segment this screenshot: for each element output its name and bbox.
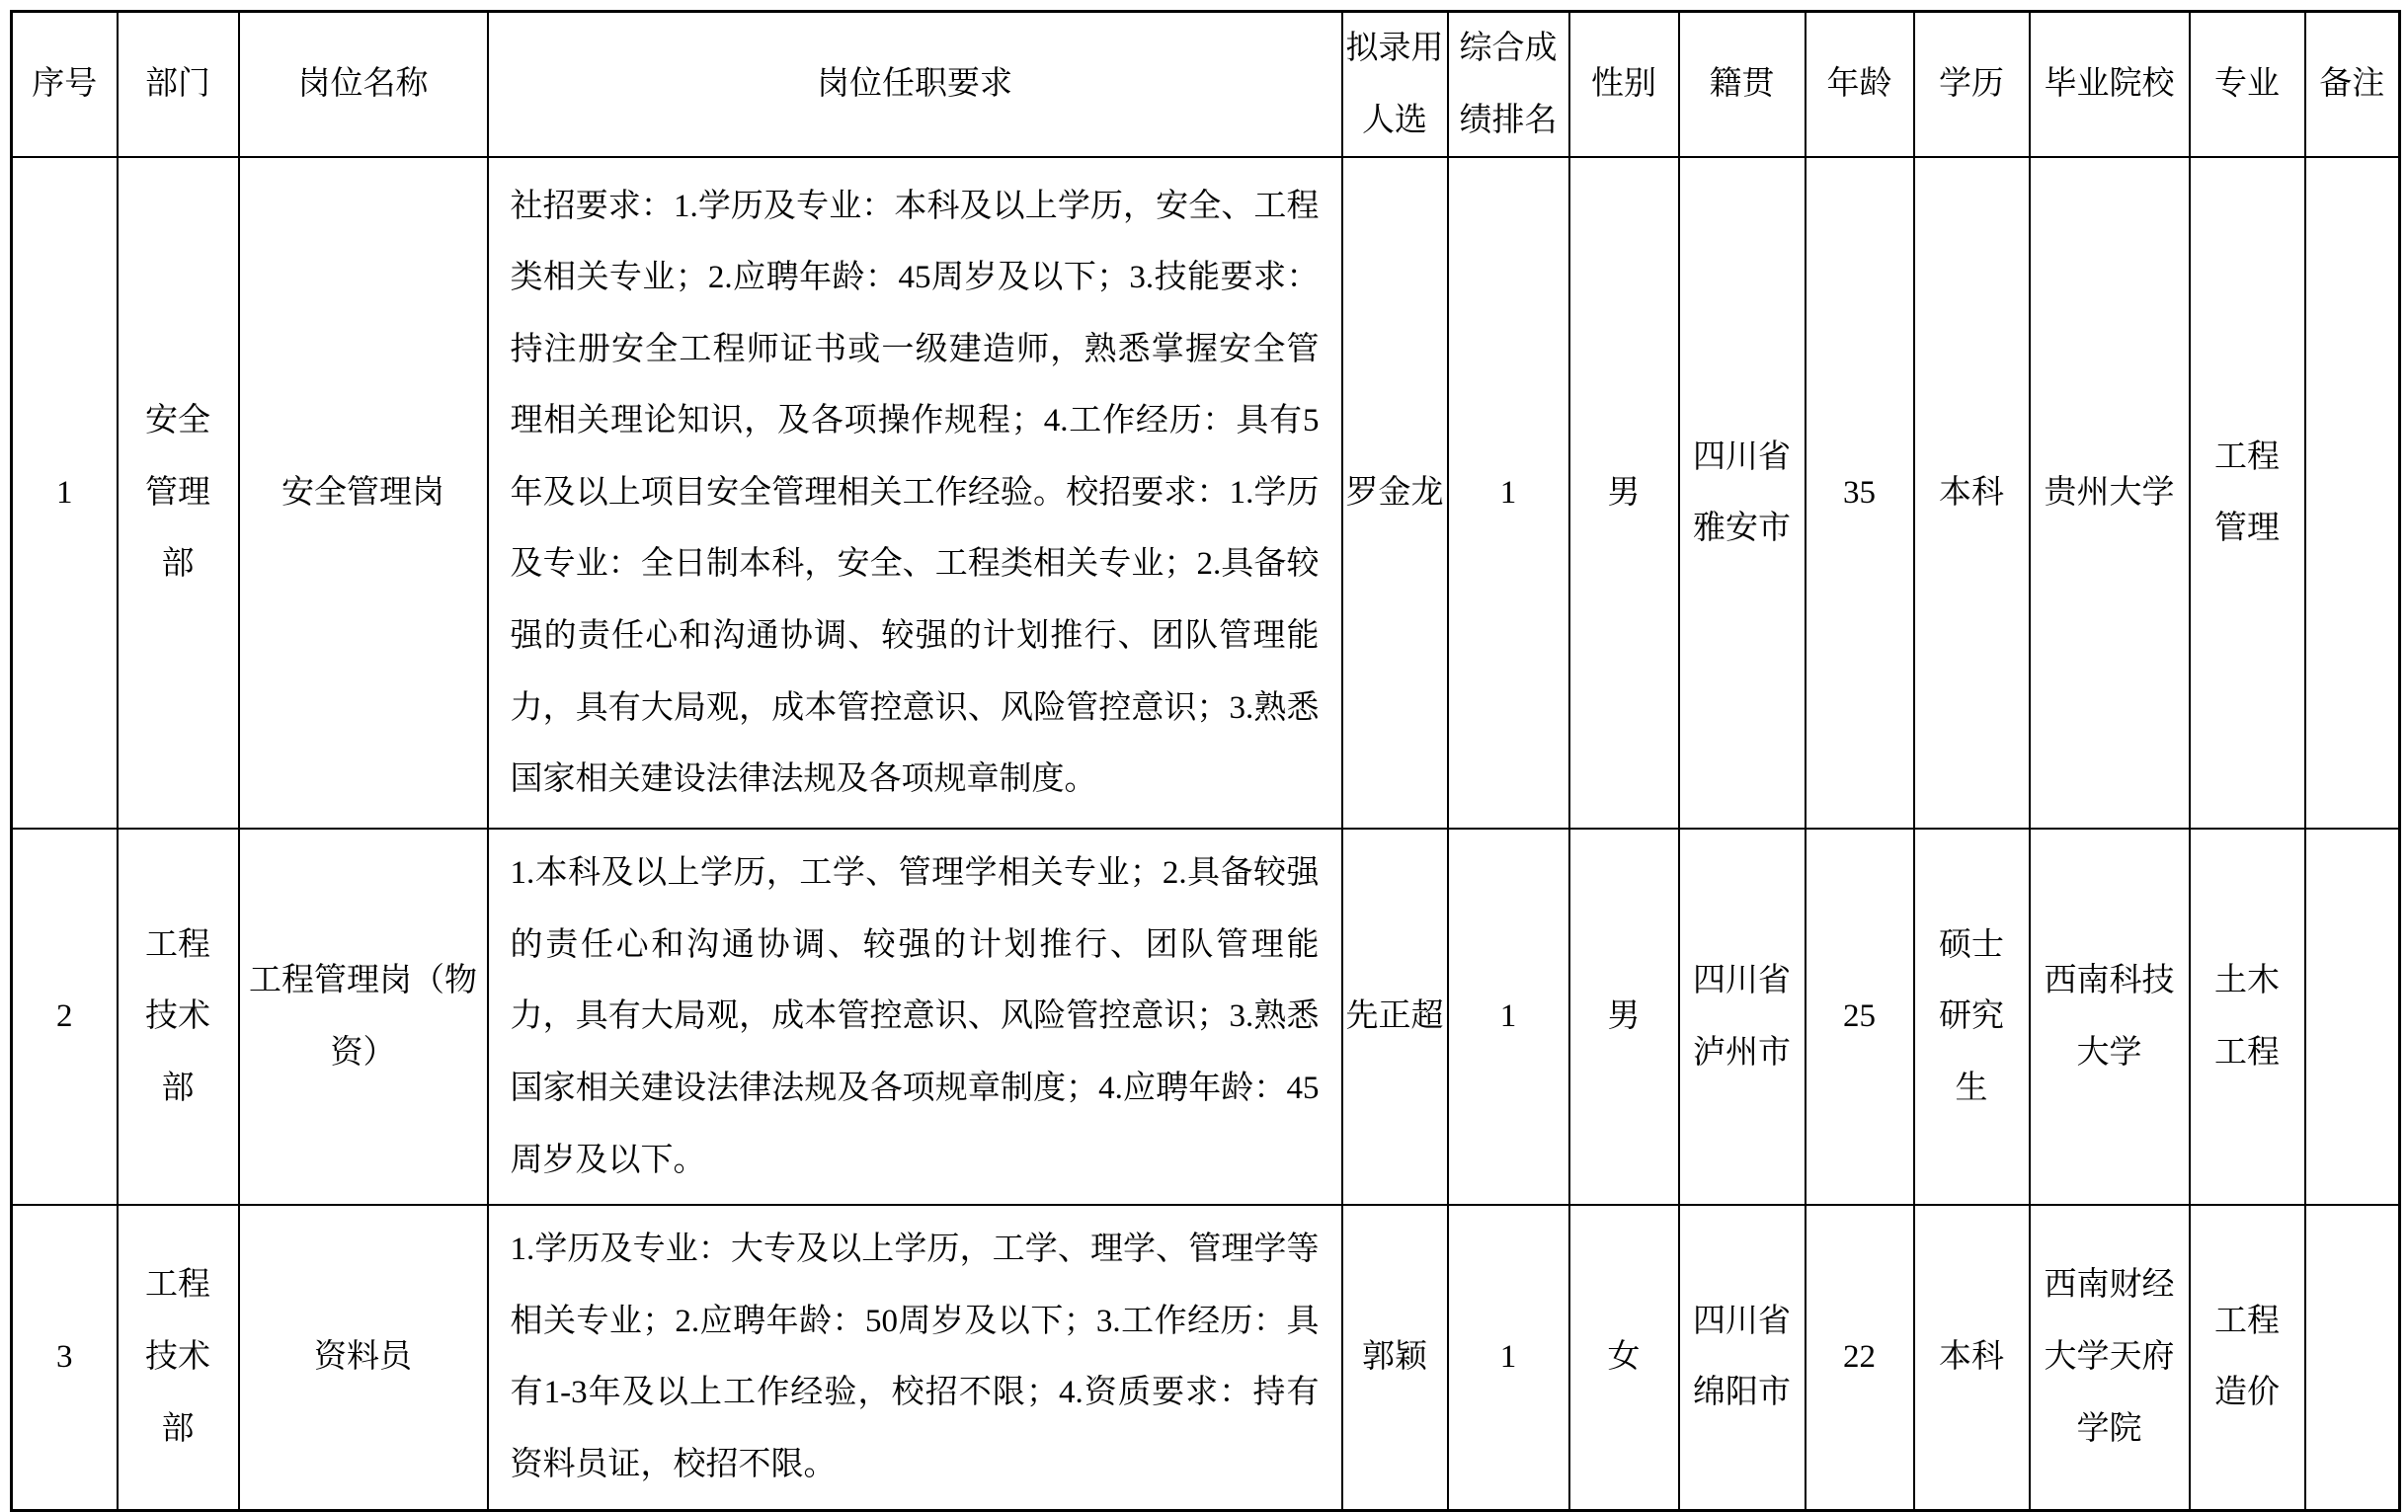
cell-seq: 3 [12, 1205, 118, 1510]
cell-seq: 1 [12, 157, 118, 829]
cell-remark [2305, 1205, 2400, 1510]
cell-gender: 男 [1569, 157, 1679, 829]
cell-age: 22 [1806, 1205, 1914, 1510]
cell-seq: 2 [12, 829, 118, 1205]
cell-school: 西南财经大学天府学院 [2030, 1205, 2190, 1510]
recruitment-result-table [10, 10, 2401, 1512]
cell-requirements: 社招要求：1.学历及专业：本科及以上学历，安全、工程类相关专业；2.应聘年龄：45周岁及以下；3.技能要求：持注册安全工程师证书或一级建造师，熟悉掌握安全管理相关理论知识，及各项操作规程；4.工作经历：具有5年及以上项目安全管理相关工作经验。校招要求：1.学历及专业：全日制本科，安全、工程类相关专业；2.具备较强的责任心和沟通协调、较强的计划推行、团队管理能力，具有大局观，成本管控意识、风险管控意识；3.熟悉国家相关建设法律法规及各项规章制度。 [488, 157, 1342, 829]
cell-school: 贵州大学 [2030, 157, 2190, 829]
header-major: 专业 [2190, 12, 2305, 158]
table-row [12, 157, 2400, 829]
header-department: 部门 [118, 12, 239, 158]
cell-requirements: 1.本科及以上学历，工学、管理学相关专业；2.具备较强的责任心和沟通协调、较强的计划推行、团队管理能力，具有大局观，成本管控意识、风险管控意识；3.熟悉国家相关建设法律法规及各项规章制度；4.应聘年龄：45周岁及以下。 [488, 829, 1342, 1205]
cell-gender: 男 [1569, 829, 1679, 1205]
cell-school: 西南科技大学 [2030, 829, 2190, 1205]
cell-hometown: 四川省泸州市 [1679, 829, 1806, 1205]
cell-hometown: 四川省绵阳市 [1679, 1205, 1806, 1510]
header-seq: 序号 [12, 12, 118, 158]
cell-major: 工程管理 [2190, 157, 2305, 829]
cell-rank: 1 [1448, 157, 1569, 829]
cell-major: 土木工程 [2190, 829, 2305, 1205]
header-remark: 备注 [2305, 12, 2400, 158]
cell-education: 硕士研究生 [1914, 829, 2030, 1205]
header-education: 学历 [1914, 12, 2030, 158]
header-gender: 性别 [1569, 12, 1679, 158]
cell-gender: 女 [1569, 1205, 1679, 1510]
cell-position: 工程管理岗（物资） [239, 829, 488, 1205]
header-row [12, 12, 2400, 158]
header-school: 毕业院校 [2030, 12, 2190, 158]
header-hometown: 籍贯 [1679, 12, 1806, 158]
cell-department: 工程技术部 [118, 1205, 239, 1510]
table-row [12, 829, 2400, 1205]
cell-age: 25 [1806, 829, 1914, 1205]
header-requirements: 岗位任职要求 [488, 12, 1342, 158]
cell-education: 本科 [1914, 1205, 2030, 1510]
cell-position: 资料员 [239, 1205, 488, 1510]
cell-position: 安全管理岗 [239, 157, 488, 829]
header-position: 岗位名称 [239, 12, 488, 158]
cell-requirements: 1.学历及专业：大专及以上学历，工学、理学、管理学等相关专业；2.应聘年龄：50周岁及以下；3.工作经历：具有1-3年及以上工作经验，校招不限；4.资质要求：持有资料员证，校招不限。 [488, 1205, 1342, 1510]
cell-rank: 1 [1448, 829, 1569, 1205]
cell-rank: 1 [1448, 1205, 1569, 1510]
cell-candidate: 罗金龙 [1342, 157, 1448, 829]
cell-education: 本科 [1914, 157, 2030, 829]
cell-hometown: 四川省雅安市 [1679, 157, 1806, 829]
header-rank: 综合成绩排名 [1448, 12, 1569, 158]
cell-department: 安全管理部 [118, 157, 239, 829]
cell-age: 35 [1806, 157, 1914, 829]
cell-candidate: 先正超 [1342, 829, 1448, 1205]
table-row [12, 1205, 2400, 1510]
cell-major: 工程造价 [2190, 1205, 2305, 1510]
cell-remark [2305, 157, 2400, 829]
header-age: 年龄 [1806, 12, 1914, 158]
header-candidate: 拟录用人选 [1342, 12, 1448, 158]
cell-department: 工程技术部 [118, 829, 239, 1205]
cell-remark [2305, 829, 2400, 1205]
cell-candidate: 郭颖 [1342, 1205, 1448, 1510]
